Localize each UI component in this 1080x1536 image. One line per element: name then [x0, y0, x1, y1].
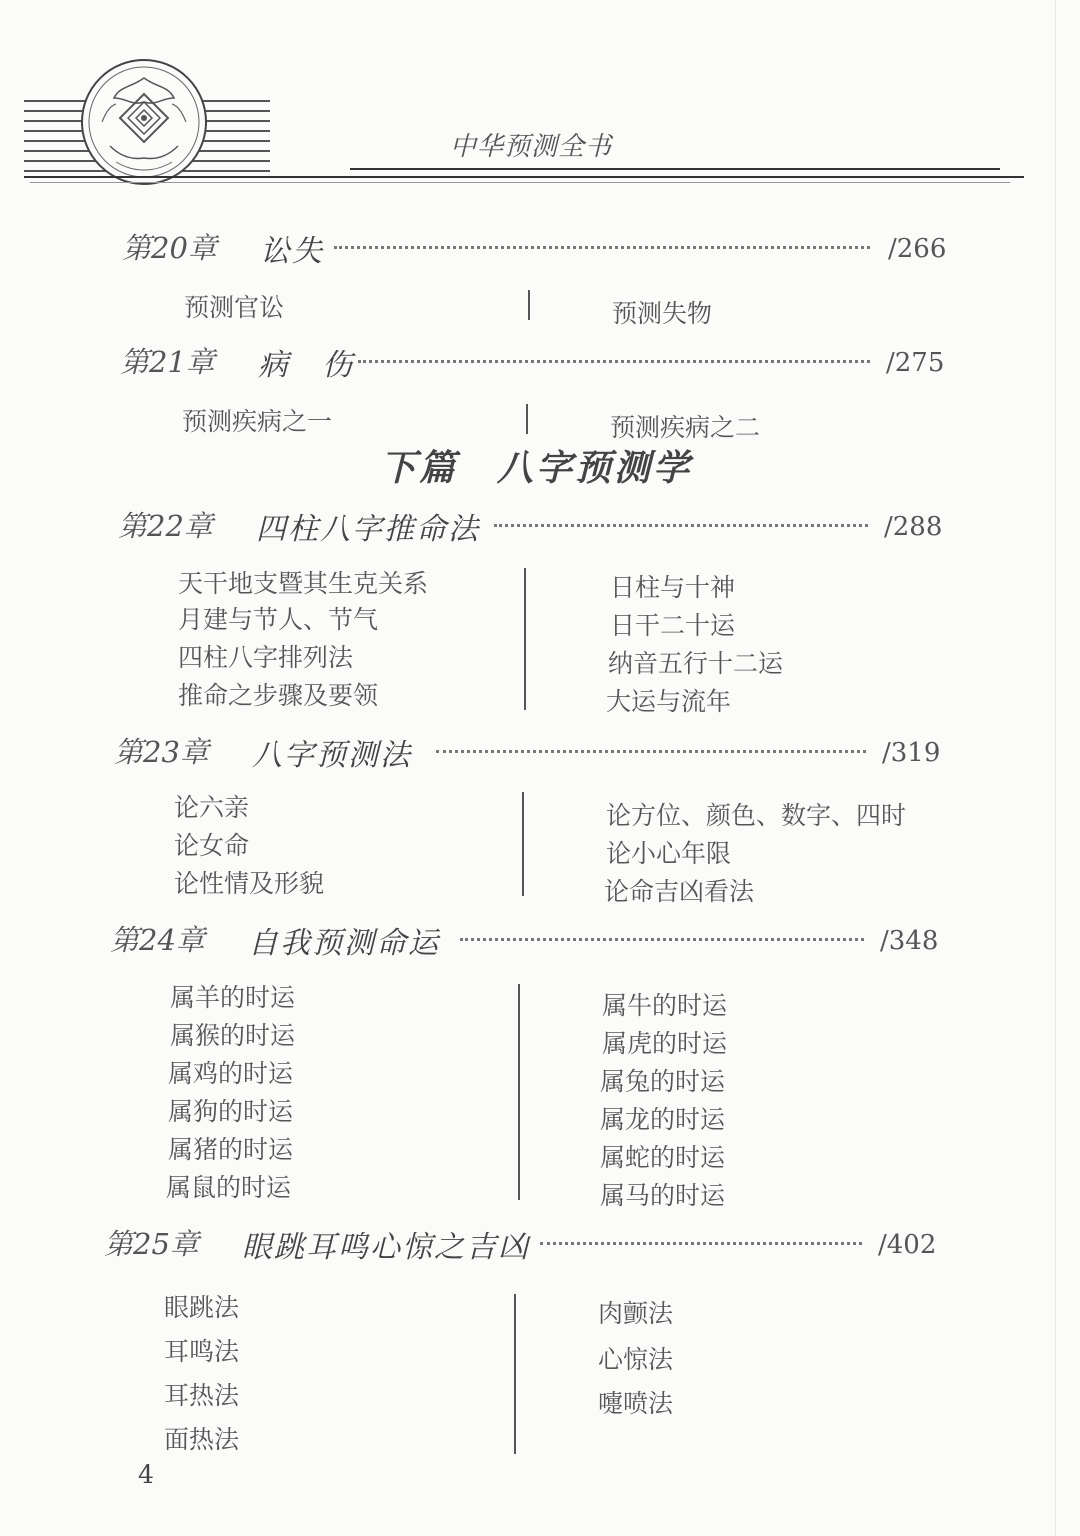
section-item: 论方位、颜色、数字、四时 [606, 801, 907, 830]
section-item: 属兔的时运 [600, 1067, 726, 1096]
chapter-number: 第24章 [110, 923, 205, 957]
section-item: 论性情及形貌 [174, 869, 325, 898]
header-rule [30, 182, 1010, 183]
chapter-page: /266 [888, 234, 947, 264]
column-divider [528, 290, 530, 320]
chapter-number: 第21章 [120, 345, 215, 379]
column-divider [514, 1294, 516, 1454]
section-item: 属龙的时运 [600, 1105, 726, 1134]
chapter-title: 四柱八字推命法 [256, 512, 480, 547]
section-item: 嚏喷法 [598, 1389, 674, 1418]
chapter-page: /348 [880, 926, 939, 956]
section-item: 属马的时运 [600, 1181, 726, 1210]
section-item: 属猪的时运 [168, 1135, 294, 1164]
chapter-entry[interactable] [118, 504, 943, 548]
section-item: 大运与流年 [606, 687, 732, 716]
section-item: 属羊的时运 [170, 983, 296, 1012]
section-item: 天干地支暨其生克关系 [178, 569, 429, 598]
header-rule [350, 168, 1000, 170]
chapter-entry[interactable] [110, 918, 939, 962]
section-item: 属鸡的时运 [168, 1059, 294, 1088]
section-item: 论命吉凶看法 [604, 877, 755, 906]
section-item: 耳鸣法 [164, 1337, 240, 1366]
chapter-entry[interactable] [122, 226, 947, 270]
section-item: 四柱八字排列法 [178, 643, 354, 672]
chapter-title: 八字预测法 [252, 738, 412, 773]
leader-dots [494, 524, 868, 527]
section-item: 预测失物 [612, 299, 713, 328]
section-item: 肉颤法 [598, 1299, 674, 1328]
section-item: 日柱与十神 [610, 573, 736, 602]
emblem-icon [80, 58, 208, 186]
leader-dots [460, 938, 864, 941]
section-item: 论女命 [174, 831, 250, 860]
section-item: 预测疾病之二 [610, 413, 761, 442]
chapter-number: 第25章 [104, 1227, 199, 1261]
section-item: 属蛇的时运 [600, 1143, 726, 1172]
chapter-page: /275 [886, 348, 945, 378]
leader-dots [540, 1242, 862, 1245]
column-divider [524, 568, 526, 710]
section-item: 纳音五行十二运 [608, 649, 784, 678]
header-rule [24, 176, 1024, 178]
leader-dots [334, 246, 870, 249]
section-item: 眼跳法 [164, 1293, 240, 1322]
chapter-number: 第20章 [122, 231, 217, 265]
chapter-number: 第23章 [114, 735, 209, 769]
chapter-page: /319 [882, 738, 941, 768]
chapter-title: 自我预测命运 [248, 926, 440, 961]
section-item: 论六亲 [174, 793, 250, 822]
chapter-title: 讼失 [260, 234, 324, 269]
chapter-page: /288 [884, 512, 943, 542]
column-divider [522, 792, 524, 896]
chapter-number: 第22章 [118, 509, 213, 543]
section-item: 月建与节人、节气 [178, 605, 379, 634]
chapter-entry[interactable] [120, 340, 945, 384]
section-item: 属牛的时运 [602, 991, 728, 1020]
chapter-entry[interactable] [114, 730, 941, 774]
column-divider [526, 404, 528, 434]
section-item: 预测疾病之一 [182, 407, 333, 436]
section-item: 面热法 [164, 1425, 240, 1454]
page-number: 4 [138, 1460, 154, 1489]
section-item: 推命之步骤及要领 [178, 681, 379, 710]
chapter-title: 眼跳耳鸣心惊之吉凶 [242, 1230, 530, 1265]
section-item: 论小心年限 [606, 839, 732, 868]
section-item: 属猴的时运 [170, 1021, 296, 1050]
page-edge [1055, 0, 1056, 1536]
section-item: 属狗的时运 [168, 1097, 294, 1126]
chapter-entry[interactable] [104, 1222, 937, 1266]
section-item: 预测官讼 [184, 293, 285, 322]
section-item: 属虎的时运 [602, 1029, 728, 1058]
page-header [0, 0, 1080, 200]
book-title: 中华预测全书 [450, 132, 613, 162]
leader-dots [358, 360, 870, 363]
part-title: 下篇 八字预测学 [380, 447, 693, 489]
section-item: 心惊法 [598, 1345, 674, 1374]
section-item: 耳热法 [164, 1381, 240, 1410]
column-divider [518, 984, 520, 1200]
section-item: 日干二十运 [610, 611, 736, 640]
section-item: 属鼠的时运 [166, 1173, 292, 1202]
chapter-title: 病 伤 [258, 348, 354, 383]
chapter-page: /402 [878, 1230, 937, 1260]
leader-dots [436, 750, 866, 753]
